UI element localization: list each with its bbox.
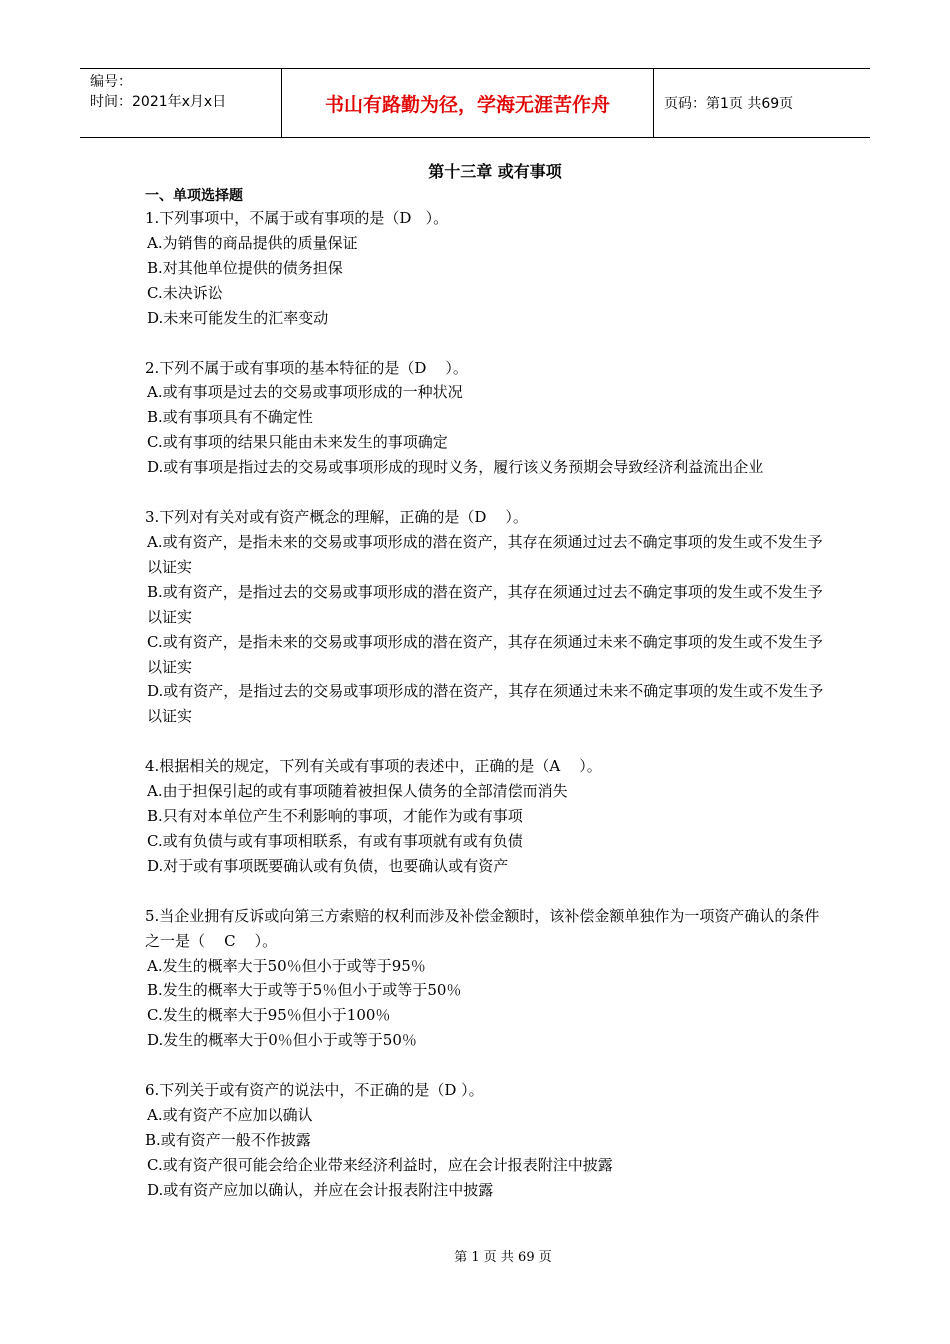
option-b: B.或有资产，是指过去的交易或事项形成的潜在资产，其存在须通过过去不确定事项的发生或不发生予以证实 xyxy=(147,582,823,626)
option-c: C.未决诉讼 xyxy=(147,283,223,302)
option-b: B.发生的概率大于或等于5％但小于或等于50％ xyxy=(147,981,462,1000)
question-5 xyxy=(145,904,825,1053)
option-c: C.或有资产，是指未来的交易或事项形成的潜在资产，其存在须通过未来不确定事项的发生或不发生予以证实 xyxy=(147,632,823,676)
question-2 xyxy=(145,356,825,481)
option-c: C.发生的概率大于95％但小于100％ xyxy=(147,1006,391,1025)
option-a: A.为销售的商品提供的质量保证 xyxy=(147,233,358,252)
header-page-label: 页码：第1页 共69页 xyxy=(664,96,794,112)
option-a: A.发生的概率大于50％但小于或等于95％ xyxy=(147,956,426,975)
option-d: D.或有事项是指过去的交易或事项形成的现时义务，履行该义务预期会导致经济利益流出企业 xyxy=(147,458,764,477)
option-d: D.发生的概率大于0％但小于或等于50％ xyxy=(147,1031,417,1050)
question-text: 1.下列事项中，不属于或有事项的是（D ）。 xyxy=(145,209,449,227)
option-d: D.或有资产，是指过去的交易或事项形成的潜在资产，其存在须通过未来不确定事项的发生或不发生予以证实 xyxy=(147,682,824,726)
chapter-title: 第十三章 或有事项 xyxy=(428,162,562,181)
option-d: D.对于或有事项既要确认或有负债，也要确认或有资产 xyxy=(147,856,509,875)
document-time-label: 时间：2021年x月x日 xyxy=(90,94,227,110)
question-1 xyxy=(145,206,825,331)
option-c: C.或有负债与或有事项相联系，有或有事项就有或有负债 xyxy=(147,831,523,850)
option-a: A.或有资产，是指未来的交易或事项形成的潜在资产，其存在须通过过去不确定事项的发生或不发生予以证实 xyxy=(147,532,823,576)
option-b: B.或有资产一般不作披露 xyxy=(145,1131,311,1149)
option-a: A.由于担保引起的或有事项随着被担保人债务的全部清偿而消失 xyxy=(147,782,568,801)
page-footer: 第 1 页 共 69 页 xyxy=(454,1250,552,1265)
option-b: B.或有事项具有不确定性 xyxy=(147,408,313,427)
option-d: D.或有资产应加以确认，并应在会计报表附注中披露 xyxy=(147,1180,494,1199)
question-6 xyxy=(145,1078,825,1203)
question-text: 6.下列关于或有资产的说法中，不正确的是（D ）。 xyxy=(145,1081,484,1100)
question-text: 5.当企业拥有反诉或向第三方索赔的权利而涉及补偿金额时，该补偿金额单独作为一项资产确认的条件之一是（ C ）。 xyxy=(145,906,820,950)
header-motto: 书山有路勤为径，学海无涯苦作舟 xyxy=(282,69,654,137)
option-c: C.或有资产很可能会给企业带来经济利益时，应在会计报表附注中披露 xyxy=(147,1155,613,1174)
option-c: C.或有事项的结果只能由未来发生的事项确定 xyxy=(147,433,448,452)
question-3 xyxy=(145,505,825,729)
option-a: A.或有资产不应加以确认 xyxy=(147,1106,313,1125)
section-title: 一、单项选择题 xyxy=(145,188,243,204)
option-d: D.未来可能发生的汇率变动 xyxy=(147,308,329,327)
header-meta xyxy=(80,69,282,137)
option-b: B.对其他单位提供的债务担保 xyxy=(147,258,343,277)
question-4 xyxy=(145,754,825,879)
question-text: 4.根据相关的规定，下列有关或有事项的表述中，正确的是（A ）。 xyxy=(145,757,602,776)
question-text: 2.下列不属于或有事项的基本特征的是（D ）。 xyxy=(145,358,468,377)
question-text: 3.下列对有关对或有资产概念的理解，正确的是（D ）。 xyxy=(145,508,528,527)
document-number-label: 编号： xyxy=(90,74,132,90)
document-body xyxy=(145,160,825,1228)
option-b: B.只有对本单位产生不利影响的事项，才能作为或有事项 xyxy=(147,807,523,826)
page-header xyxy=(80,68,870,138)
option-a: A.或有事项是过去的交易或事项形成的一种状况 xyxy=(147,383,463,402)
